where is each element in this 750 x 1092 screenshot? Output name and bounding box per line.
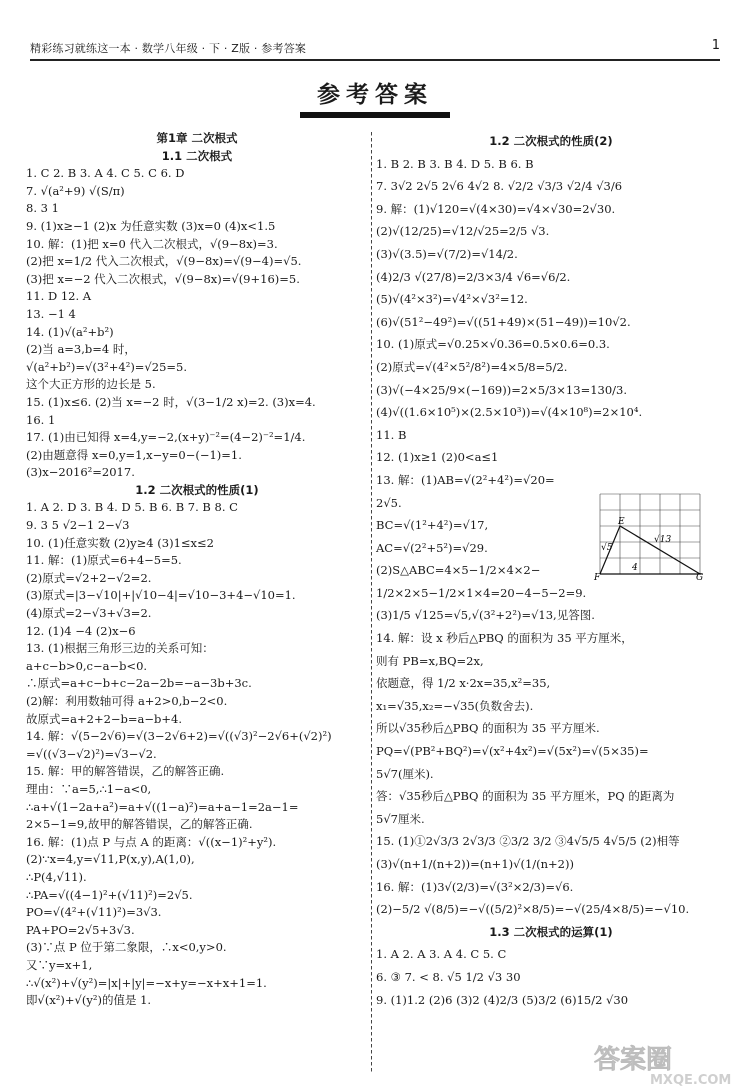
page-number: 1 (711, 38, 720, 53)
triangle-efg (600, 526, 700, 574)
answer-line: x₁=√35,x₂=−√35(负数舍去). (376, 698, 534, 713)
answer-line: (2)−5/2 √(8/5)=−√((5/2)²×8/5)=−√(25/4×8/5)=−√10. (376, 902, 690, 917)
answer-line: (2)由题意得 x=0,y=1,x−y=0−(−1)=1. (26, 447, 242, 462)
answer-line: 故原式=a+2+2−b=a−b+4. (26, 711, 182, 726)
answer-line: 2√5. (376, 495, 402, 510)
watermark-url: MXQE.COM (650, 1073, 732, 1088)
answer-line: 10. (1)任意实数 (2)y≥4 (3)1≤x≤2 (26, 535, 214, 550)
answer-line: (3)√(−4×25/9×(−169))=2×5/3×13=130/3. (376, 382, 627, 397)
answer-line: √(a²+b²)=√(3²+4²)=√25=5. (26, 359, 188, 374)
answer-line: 11. B (376, 427, 407, 442)
answer-line: 9. (1)x≥−1 (2)x 为任意实数 (3)x=0 (4)x<1.5 (26, 218, 276, 233)
label-four: 4 (632, 563, 638, 573)
label-e: E (618, 517, 625, 527)
answer-line: 1. A 2. D 3. B 4. D 5. B 6. B 7. B 8. C (26, 500, 238, 515)
answer-line: (2)∵x=4,y=√11,P(x,y),A(1,0), (26, 852, 195, 867)
watermark (590, 1040, 740, 1088)
answer-line: (3)1/5 √125=√5,√(3²+2²)=√13,见答图. (376, 608, 595, 623)
label-f: F (594, 573, 601, 583)
answer-line: 5√7(厘米). (376, 766, 434, 781)
answer-line: 5√7厘米. (376, 811, 425, 826)
label-g: G (696, 573, 704, 583)
answer-line: (6)√(51²−49²)=√((51+49)×(51−49))=10√2. (376, 314, 631, 329)
answer-line: 16. 1 (26, 412, 56, 427)
answer-line: ∴原式=a+c−b+c−2a−2b=−a−3b+3c. (26, 676, 252, 691)
answer-line: (2)原式=√(4²×5²/8²)=4×5/8=5/2. (376, 359, 568, 374)
answer-line: 9. 3 5 √2−1 2−√3 (26, 518, 130, 533)
header-rule (30, 59, 720, 61)
section-heading: 1.2 二次根式的性质(1) (135, 482, 259, 497)
answer-line: 理由：∵a=5,∴1−a<0, (26, 781, 152, 796)
answer-line: 1. B 2. B 3. B 4. D 5. B 6. B (376, 156, 534, 171)
answer-line: 13. (1)根据三角形三边的关系可知： (26, 641, 214, 656)
answer-line: (3)把 x=−2 代入二次根式，√(9−8x)=√(9+16)=5. (26, 271, 300, 286)
section-heading: 1.3 二次根式的运算(1) (489, 924, 613, 939)
answer-line: 又∵y=x+1, (26, 957, 93, 972)
answer-line: ∴P(4,√11). (26, 869, 87, 884)
label-root13: √13 (654, 535, 672, 545)
answer-line: 9. (1)1.2 (2)6 (3)2 (4)2/3 (5)3/2 (6)15/2 √30 (376, 992, 629, 1007)
answer-line: (4)2/3 √(27/8)=2/3×3/4 √6=√6/2. (376, 269, 571, 284)
answer-line: (2)原式=√2+2−√2=2. (26, 570, 152, 585)
answer-line: 14. 解：设 x 秒后△PBQ 的面积为 35 平方厘米， (376, 631, 633, 646)
section-heading: 1.1 二次根式 (161, 148, 233, 163)
answer-line: 12. (1)4 −4 (2)x−6 (26, 623, 136, 638)
answer-line: 15. (1)x≤6. (2)当 x=−2 时，√(3−1/2 x)=2. (3)x=4. (26, 394, 316, 409)
answer-line: (4)√((1.6×10⁵)×(2.5×10³))=√(4×10⁸)=2×10⁴. (376, 405, 643, 420)
answer-line: 8. 3 1 (26, 201, 59, 216)
answer-line: 16. 解：(1)点 P 与点 A 的距离：√((x−1)²+y²). (26, 834, 277, 849)
answer-line: 答：√35秒后△PBQ 的面积为 35 平方厘米，PQ 的距离为 (376, 789, 675, 804)
section-heading: 1.2 二次根式的性质(2) (489, 134, 613, 148)
column-divider (371, 132, 372, 1072)
answer-line: (2)√(12/25)=√12/√25=2/5 √3. (376, 224, 550, 239)
answer-line: 1. A 2. A 3. A 4. C 5. C (376, 947, 507, 962)
answer-line: (2)解：利用数轴可得 a+2>0,b−2<0. (26, 694, 228, 708)
answer-line: 17. (1)由已知得 x=4,y=−2,(x+y)⁻²=(4−2)⁻²=1/4. (26, 430, 306, 445)
answer-line: (3)原式=|3−√10|+|√10−4|=√10−3+4−√10=1. (26, 588, 296, 603)
answer-line: 7. 3√2 2√5 2√6 4√2 8. √2/2 √3/3 √2/4 √3/6 (376, 179, 623, 194)
answer-line: PO=√(4²+(√11)²)=3√3. (26, 905, 162, 920)
answer-line: ∴PA=√((4−1)²+(√11)²)=2√5. (26, 887, 193, 902)
answer-line: (3)∵点 P 位于第二象限，∴x<0,y>0. (26, 940, 227, 955)
answer-line: 这个大正方形的边长是 5. (26, 377, 156, 392)
answer-line: (3)√(3.5)=√(7/2)=√14/2. (376, 246, 518, 261)
answer-line: 6. ③ 7. < 8. √5 1/2 √3 30 (376, 969, 521, 984)
left-column (26, 130, 368, 1010)
answer-line: 15. 解：甲的解答错误，乙的解答正确. (26, 764, 225, 779)
answer-line: =√((√3−√2)²)=√3−√2. (26, 746, 157, 761)
answer-line: PQ=√(PB²+BQ²)=√(x²+4x²)=√(5x²)=√(5×35)= (376, 744, 649, 759)
answer-line: 11. 解：(1)原式=6+4−5=5. (26, 553, 182, 568)
answer-line: (4)原式=2−√3+√3=2. (26, 606, 152, 621)
answer-line: AC=√(2²+5²)=√29. (376, 540, 488, 555)
answer-line: 所以√35秒后△PBQ 的面积为 35 平方厘米. (376, 721, 600, 736)
answer-line: (3)√(n+1/(n+2))=(n+1)√(1/(n+2)) (376, 857, 574, 871)
answer-line: ∴√(x²)+√(y²)=|x|+|y|=−x+y=−x+x+1=1. (26, 975, 267, 990)
answer-line: 9. 解：(1)√120=√(4×30)=√4×√30=2√30. (376, 201, 616, 216)
answer-line: 11. D 12. A (26, 289, 92, 304)
answer-line: 7. √(a²+9) √(S/π) (26, 183, 125, 198)
grid-figure (594, 492, 704, 583)
answer-line: ∴a+√(1−2a+a²)=a+√((1−a)²)=a+a−1=2a−1= (26, 799, 299, 814)
answer-line: 13. −1 4 (26, 306, 76, 321)
answer-line: (3)x−2016²=2017. (26, 465, 135, 480)
page-title: 参考答案 (317, 82, 433, 108)
answer-line: (2)当 a=3,b=4 时， (26, 342, 136, 357)
title-underline (300, 112, 450, 118)
answer-line: 10. 解：(1)把 x=0 代入二次根式，√(9−8x)=3. (26, 236, 278, 251)
answer-line: PA+PO=2√5+3√3. (26, 922, 135, 937)
answer-line: 16. 解：(1)3√(2/3)=√(3²×2/3)=√6. (376, 879, 574, 894)
answer-line: 14. 解：√(5−2√6)=√(3−2√6+2)=√((√3)²−2√6+(√2)²) (26, 729, 332, 744)
answer-line: 12. (1)x≥1 (2)0<a≤1 (376, 450, 499, 465)
answer-line: 2×5−1=9,故甲的解答错误，乙的解答正确. (26, 817, 253, 832)
watermark-text: 答案圈 (594, 1045, 673, 1075)
answer-line: BC=√(1²+4²)=√17, (376, 518, 489, 533)
answer-line: 13. 解：(1)AB=√(2²+4²)=√20= (376, 472, 555, 487)
answer-line: 10. (1)原式=√0.25×√0.36=0.5×0.6=0.3. (376, 337, 610, 352)
answer-line: (2)S△ABC=4×5−1/2×4×2− (376, 563, 541, 578)
answer-line: 1. C 2. B 3. A 4. C 5. C 6. D (26, 166, 185, 181)
answer-line: a+c−b>0,c−a−b<0. (26, 658, 148, 673)
answer-line: 1/2×2×5−1/2×1×4=20−4−5−2=9. (376, 585, 587, 600)
section-heading: 第1章 二次根式 (156, 131, 238, 145)
answer-line: 则有 PB=x,BQ=2x, (376, 653, 484, 668)
answer-line: (2)把 x=1/2 代入二次根式，√(9−8x)=√(9−4)=√5. (26, 254, 302, 269)
label-root5: √5 (601, 543, 613, 553)
answer-line: 14. (1)√(a²+b²) (26, 324, 114, 339)
answer-line: (5)√(4²×3²)=√4²×√3²=12. (376, 292, 528, 307)
answer-line: 即√(x²)+√(y²)的值是 1. (26, 993, 152, 1008)
page-header (30, 34, 720, 58)
header-title: 精彩练习就练这一本 · 数学八年级 · 下 · Z版 · 参考答案 (30, 42, 307, 55)
answer-line: 依题意，得 1/2 x·2x=35,x²=35, (376, 676, 551, 691)
answer-line: 15. (1)①2√3/3 2√3/3 ②3/2 3/2 ③4√5/5 4√5/5 (2)相等 (376, 834, 680, 849)
